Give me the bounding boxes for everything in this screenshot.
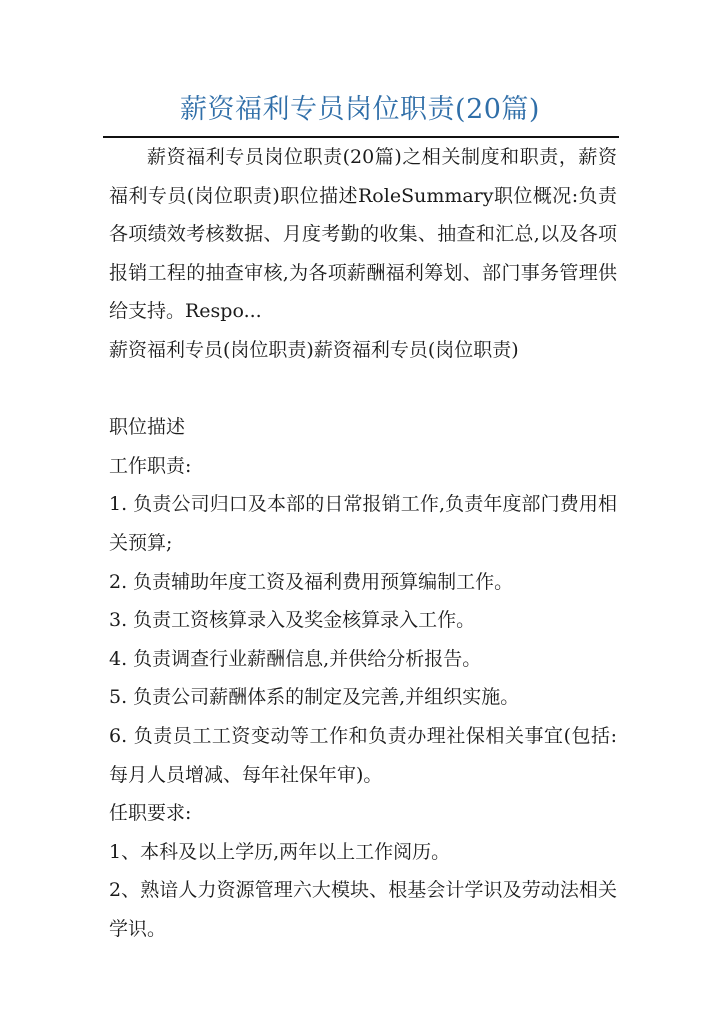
duty-item-4: 4. 负责调查行业薪酬信息,并供给分析报告。 bbox=[109, 647, 482, 670]
summary-paragraph: 薪资福利专员岗位职责(20篇)之相关制度和职责，薪资福利专员(岗位职责)职位描述RoleSummary职位概况:负责各项绩效考核数据、月度考勤的收集、抽查和汇总,以及各项报销工程的抽查审核,为各项薪酬福利筹划、部门事务管理供给支持。Respo... bbox=[109, 146, 617, 323]
duty-item-2: 2. 负责辅助年度工资及福利费用预算编制工作。 bbox=[109, 570, 514, 593]
duty-item-1: 1. 负责公司归口及本部的日常报销工作,负责年度部门费用相关预算; bbox=[109, 493, 617, 554]
subtitle-line: 薪资福利专员(岗位职责)薪资福利专员(岗位职责) bbox=[109, 338, 519, 361]
document-body bbox=[109, 138, 617, 948]
section-heading-job-description: 职位描述 bbox=[109, 416, 186, 439]
duty-item-5: 5. 负责公司薪酬体系的制定及完善,并组织实施。 bbox=[109, 686, 520, 709]
requirement-item-2: 2、熟谙人力资源管理六大模块、根基会计学识及劳动法相关学识。 bbox=[109, 879, 617, 940]
page-title: 薪资福利专员岗位职责(20篇) bbox=[180, 94, 540, 125]
blank-line bbox=[109, 370, 617, 409]
duty-item-3: 3. 负责工资核算录入及奖金核算录入工作。 bbox=[109, 609, 476, 632]
duty-item-6: 6. 负责员工工资变动等工作和负责办理社保相关事宜(包括:每月人员增减、每年社保年审)。 bbox=[109, 724, 617, 786]
section-heading-requirements: 任职要求: bbox=[109, 802, 192, 825]
requirement-item-1: 1、本科及以上学历,两年以上工作阅历。 bbox=[109, 840, 451, 863]
section-heading-duties: 工作职责: bbox=[109, 454, 192, 477]
